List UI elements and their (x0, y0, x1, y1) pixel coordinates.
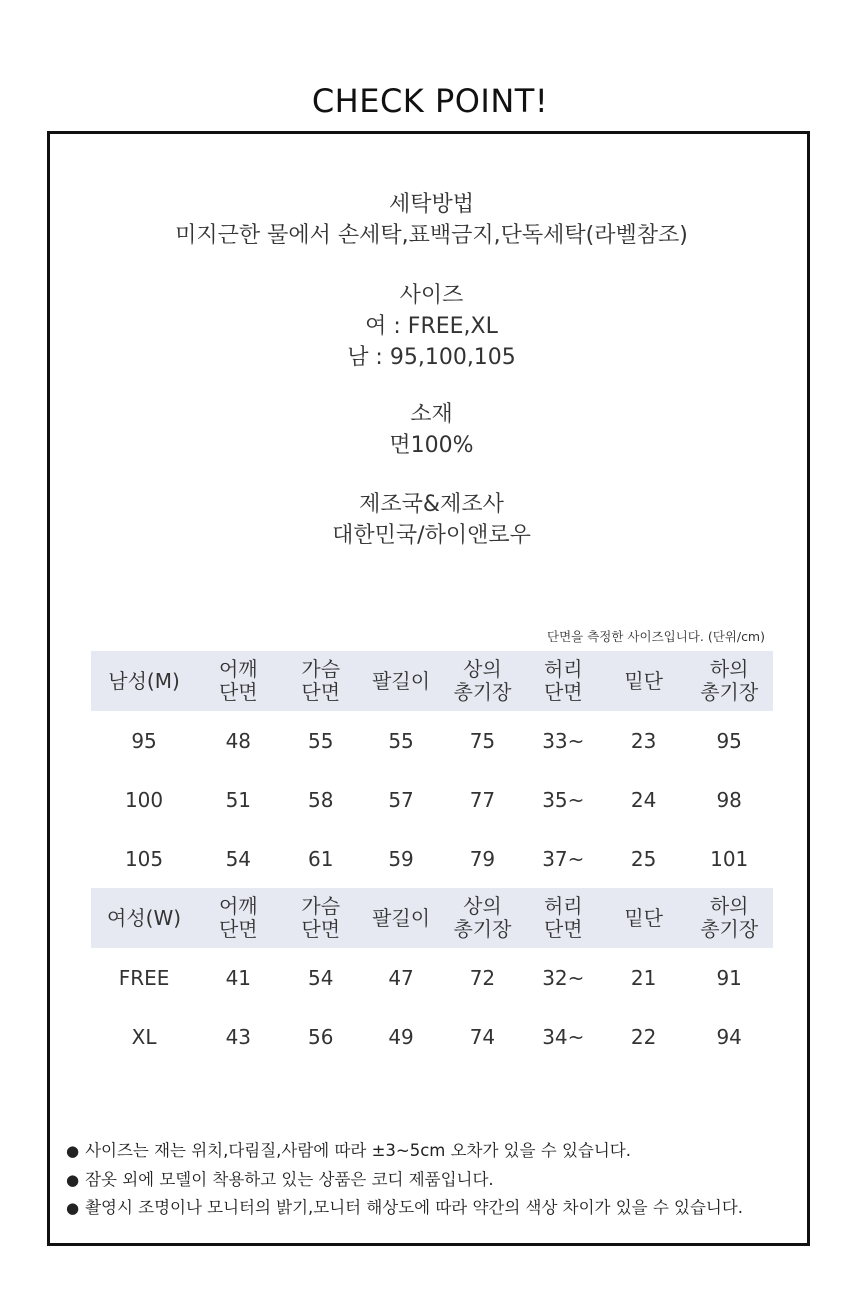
size-men: 남 : 95,100,105 (347, 345, 516, 370)
notice-item: ● 사이즈는 재는 위치,다림질,사람에 따라 ±3~5cm 오차가 있을 수 있습니다. (66, 1141, 631, 1160)
table-row (91, 829, 773, 888)
table-row (91, 770, 773, 829)
header-cell: 어깨 단면 (197, 888, 279, 948)
header-cell: 하의 총기장 (685, 888, 773, 948)
table-cell: 94 (716, 1024, 742, 1049)
info-frame (47, 131, 810, 1246)
table-cell: 54 (307, 965, 334, 990)
men-header-row (91, 651, 773, 711)
bullet-icon: ● (66, 1199, 80, 1217)
size-heading: 사이즈 (399, 283, 464, 308)
table-cell: XL (131, 1024, 157, 1049)
table-cell: 95 (131, 728, 157, 753)
table-cell: 91 (716, 965, 742, 990)
table-cell: 55 (307, 728, 334, 753)
header-cell: 밑단 (602, 651, 685, 711)
table-cell: 75 (469, 728, 496, 753)
header-cell: 상의 총기장 (440, 888, 524, 948)
size-section (50, 280, 813, 373)
header-cell: 허리 단면 (525, 888, 602, 948)
table-cell: 48 (225, 728, 252, 753)
washing-heading: 세탁방법 (388, 192, 474, 217)
header-cell: 남성(M) (91, 651, 197, 711)
table-cell: 35~ (542, 787, 585, 812)
table-cell: 101 (710, 846, 749, 871)
table-row (91, 948, 773, 1007)
maker-heading: 제조국&제조사 (359, 492, 504, 517)
washing-section (50, 189, 813, 251)
notice-item: ● 잠옷 외에 모델이 착용하고 있는 상품은 코디 제품입니다. (66, 1169, 494, 1189)
header-cell: 하의 총기장 (685, 651, 773, 711)
table-cell: 72 (469, 965, 496, 990)
notice-item: ● 촬영시 조명이나 모니터의 밝기,모니터 해상도에 따라 약간의 색상 차이가 있을 수 있습니다. (66, 1198, 744, 1217)
table-cell: 37~ (542, 846, 585, 871)
header-cell: 여성(W) (91, 888, 197, 948)
table-cell: FREE (118, 965, 170, 990)
table-cell: 105 (124, 846, 164, 871)
table-cell: 56 (307, 1024, 334, 1049)
women-header-row (91, 888, 773, 948)
maker-text: 대한민국/하이앤로우 (332, 523, 531, 548)
table-cell: 32~ (542, 965, 585, 990)
table-cell: 55 (388, 728, 414, 753)
table-cell: 74 (469, 1024, 496, 1049)
header-cell: 가슴 단면 (280, 651, 362, 711)
table-cell: 61 (307, 846, 334, 871)
header-cell: 팔길이 (362, 888, 440, 948)
header-cell: 밑단 (602, 888, 685, 948)
table-cell: 98 (716, 787, 742, 812)
material-text: 면100% (389, 433, 474, 458)
table-cell: 33~ (542, 728, 585, 753)
table-cell: 25 (630, 846, 657, 871)
material-section (50, 399, 813, 461)
table-cell: 77 (469, 787, 496, 812)
table-row (91, 711, 773, 770)
page-title: CHECK POINT! (311, 82, 549, 120)
table-cell: 54 (225, 846, 252, 871)
size-women: 여 : FREE,XL (365, 314, 498, 339)
table-cell: 34~ (542, 1024, 585, 1049)
table-cell: 24 (630, 787, 657, 812)
header-cell: 팔길이 (362, 651, 440, 711)
table-cell: 22 (630, 1024, 657, 1049)
notice-list (66, 1137, 743, 1223)
table-unit-note: 단면을 측정한 사이즈입니다. (단위/cm) (547, 629, 765, 644)
table-cell: 58 (307, 787, 334, 812)
table-cell: 100 (124, 787, 164, 812)
table-cell: 95 (716, 728, 742, 753)
washing-text: 미지근한 물에서 손세탁,표백금지,단독세탁(라벨참조) (175, 223, 688, 248)
table-cell: 57 (388, 787, 414, 812)
bullet-icon: ● (66, 1142, 80, 1160)
maker-section (50, 489, 813, 551)
table-cell: 51 (225, 787, 252, 812)
header-cell: 가슴 단면 (280, 888, 362, 948)
header-cell: 상의 총기장 (440, 651, 524, 711)
table-cell: 59 (388, 846, 414, 871)
size-table (91, 651, 773, 1066)
header-cell: 어깨 단면 (197, 651, 279, 711)
table-cell: 49 (388, 1024, 414, 1049)
table-cell: 21 (630, 965, 657, 990)
table-cell: 23 (630, 728, 657, 753)
bullet-icon: ● (66, 1170, 80, 1189)
table-cell: 41 (225, 965, 252, 990)
table-cell: 47 (388, 965, 414, 990)
table-cell: 79 (469, 846, 496, 871)
material-heading: 소재 (410, 402, 453, 427)
header-cell: 허리 단면 (525, 651, 602, 711)
table-row (91, 1007, 773, 1066)
table-cell: 43 (225, 1024, 252, 1049)
